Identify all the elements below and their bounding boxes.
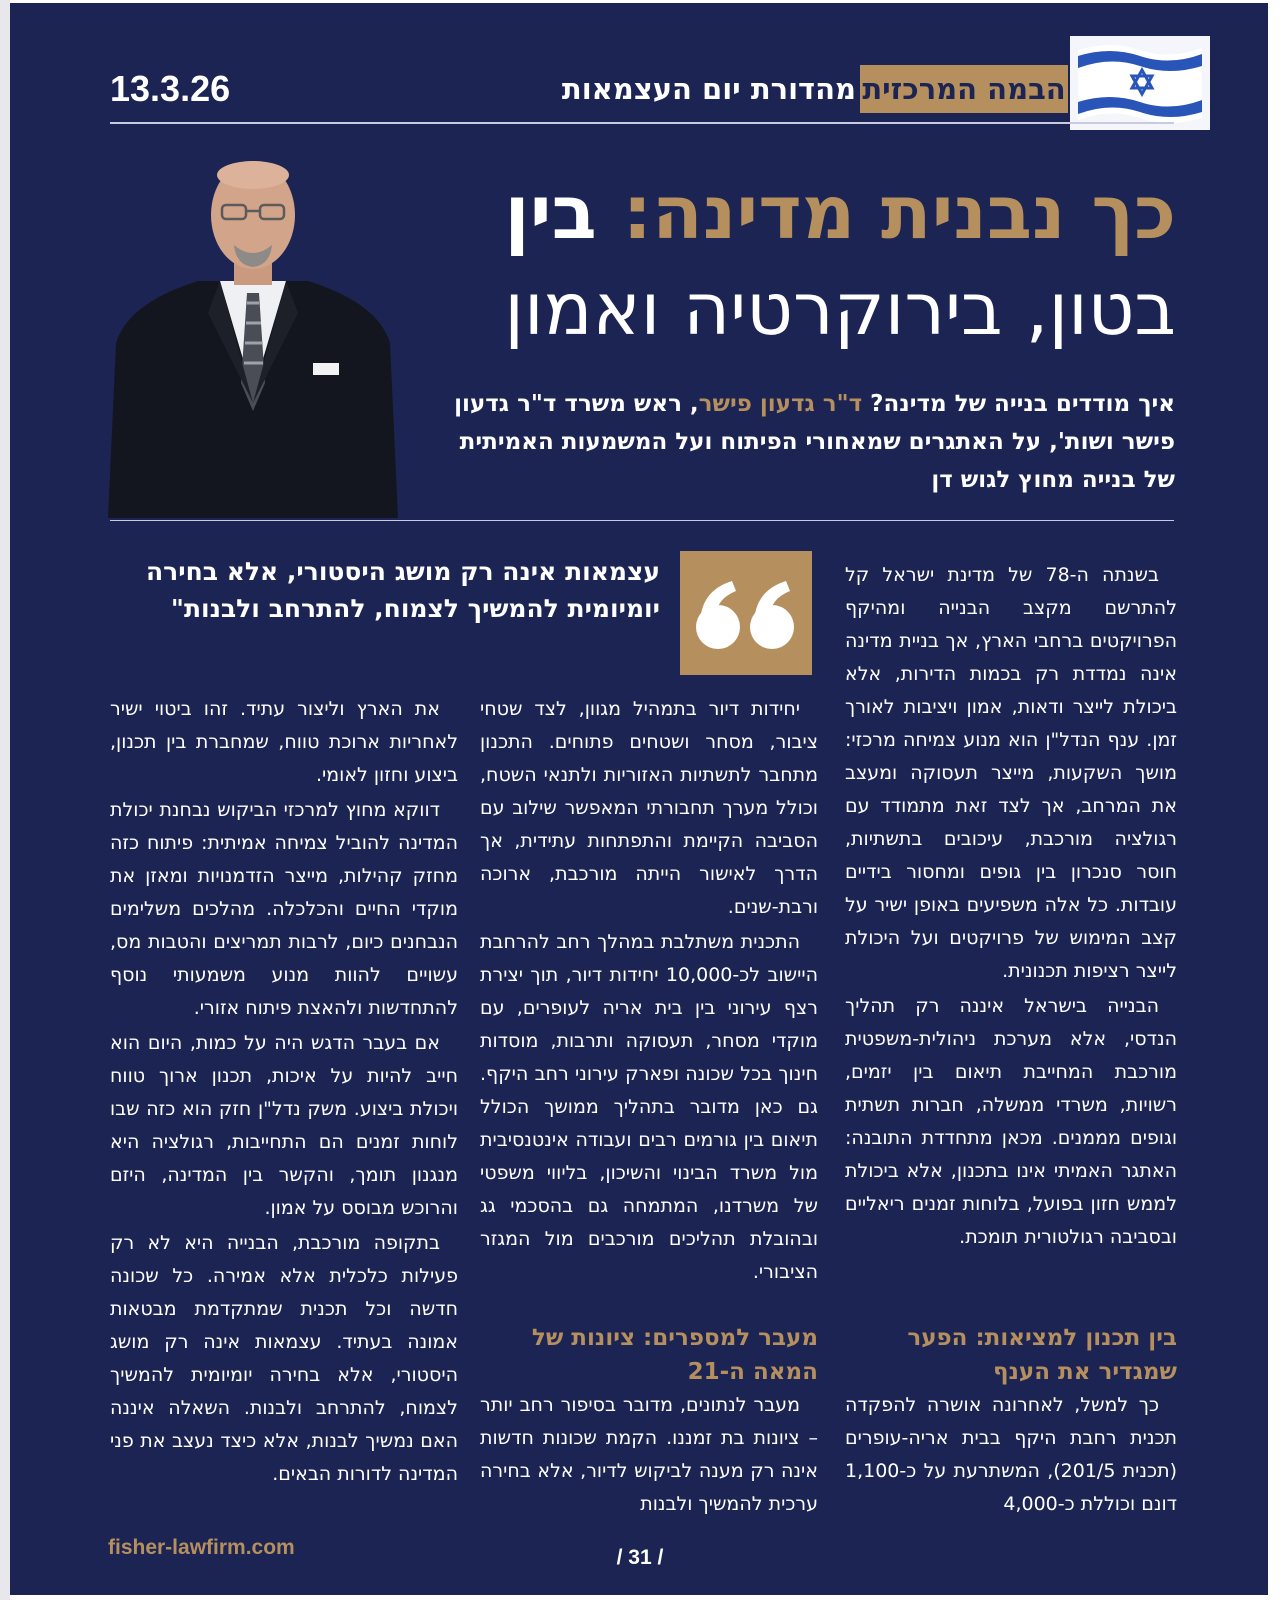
author-name: ד"ר גדעון פישר [698, 391, 863, 417]
israel-flag-icon [1070, 36, 1210, 130]
section-label: הבמה המרכזית [860, 65, 1068, 113]
paragraph: דווקא מחוץ למרכזי הביקוש נבחנת יכולת המדינה להוביל צמיחה אמיתית: פיתוח כזה מחזק קהילות, מייצר הזדמנויות ומאזן את מוקדי החיים והכלכלה. מהלכים משלימים הנבחנים כיום, לרבות תמריצים והטבות מס, עשויים להוות מנוע משמעותי נוסף להתחדשות ולהאצת פיתוח אזורי. [110, 799, 458, 1019]
pull-quote: עצמאות אינה רק מושג היסטורי, אלא בחירה יומיומית להמשיך לצמוח, להתרחב ולבנות" [145, 557, 660, 623]
column-middle-continued [480, 1389, 818, 1521]
page-edge [0, 0, 10, 1600]
page-title [370, 165, 1176, 357]
title-line-2: בטון, בירוקרטיה ואמון [504, 267, 1176, 351]
paragraph: יחידות דיור בתמהיל מגוון, לצד שטחי ציבור, מסחר ושטחים פתוחים. התכנון מתחבר לתשתיות האזוריות ולתנאי השטח, וכולל מערך תחבורתי המאפשר שילוב עם הסביבה הקיימת והתפתחות עתידית, אך הדרך לאישור הייתה מורכבת, ארוכה ורבת-שנים. [480, 698, 818, 918]
paragraph: כך למשל, לאחרונה אושרה להפקדה תכנית רחבת היקף בבית אריה-עופרים (תכנית 201/5), המשתרעת על כ-1,100 דונם וכוללת כ-4,000 [845, 1394, 1177, 1515]
column-left [110, 693, 458, 1491]
section-heading-numbers: מעבר למספרים: ציונות של המאה ה-21 [531, 1325, 818, 1385]
subtitle-divider [110, 520, 1174, 521]
page-number: / 31 / [616, 1546, 664, 1569]
subtitle-rest: , ראש משרד ד"ר גדעון פישר ושות', על האתגרים שמאחורי הפיתוח ועל המשמעות האמיתית של בנייה מחוץ לגוש דן [454, 391, 1175, 493]
paragraph: מעבר לנתונים, מדובר בסיפור רחב יותר – ציונות בת זמננו. הקמת שכונות חדשות אינה רק מענה לביקוש לדיור, אלא בחירה ערכית להמשיך ולבנות [480, 1394, 818, 1515]
column-right [845, 559, 1177, 1254]
subtitle-lead: איך מודדים בנייה של מדינה? [862, 391, 1175, 417]
title-rest: בין [504, 170, 623, 256]
paragraph: הבנייה בישראל איננה רק תהליך הנדסי, אלא מערכת ניהולית-משפטית מורכבת המחייבת תיאום בין יזמים, רשויות, משרדי ממשלה, חברות תשתית וגופים מממנים. מכאן מתחדדת התובנה: האתגר האמיתי אינו בתכנון, אלא ביכולת לממש חזון בפועל, בלוחות זמנים ריאליים ובסביבה רגולטורית תומכת. [845, 995, 1177, 1248]
header-divider [110, 122, 1174, 124]
section-heading-reality: בין תכנון למציאות: הפער שמגדיר את הענף [907, 1325, 1177, 1385]
paragraph: התכנית משתלבת במהלך רחב להרחבת היישוב לכ-10,000 יחידות דיור, תוך יצירת רצף עירוני בין בית אריה לעופרים, עם מוקדי מסחר, תעסוקה ותרבות, מוסדות חינוך בכל שכונה ופארק עירוני רחב היקף. גם כאן מדובר בתהליך ממושך הכולל תיאום בין גורמים רבים ועבודה אינטנסיבית מול משרד הבינוי והשיכון, בליווי משפטי של משרדנו, המתמחה גם בהסכמי גג ובהובלת תהליכים מורכבים מול המגזר הציבורי. [480, 931, 818, 1283]
column-middle [480, 693, 818, 1289]
paragraph: אם בעבר הדגש היה על כמות, היום הוא חייב להיות על איכות, תכנון ארוך טווח ויכולת ביצוע. משק נדל"ן חזק הוא כזה שבו לוחות זמנים הם התחייבות, רגולציה היא מנגנון תומך, והקשר בין המדינה, היזם והרוכש מבוסס על אמון. [110, 1032, 458, 1219]
paragraph: את הארץ וליצור עתיד. זהו ביטוי ישיר לאחריות ארוכת טווח, שמחברת בין תכנון, ביצוע וחזון לאומי. [110, 698, 458, 786]
title-highlight: כך נבנית מדינה: [622, 170, 1176, 256]
edition-title: מהדורת יום העצמאות [561, 72, 856, 106]
paragraph: בשנתה ה-78 של מדינת ישראל קל להתרשם מקצב הבנייה ומהיקף הפרויקטים ברחבי הארץ, אך בניית מדינה אינה נמדדת רק בכמות הדירות, אלא ביכולת לייצר ודאות, אמון ויציבות לאורך זמן. ענף הנדל"ן הוא מנוע צמיחה מרכזי: מושך השקעות, מייצר תעסוקה ומעצב את המרחב, אך לצד זאת מתמודד עם רגולציה מורכבת, עיכובים בתשתיות, חוסר סנכרון בין גופים ומחסור בידיים עובדות. כל אלה משפיעים באופן ישיר על קצב המימוש של פרויקטים ועל היכולת לייצר רציפות תכנונית. [845, 564, 1177, 982]
article-subtitle [430, 385, 1175, 499]
paragraph: בתקופה מורכבת, הבנייה היא לא רק פעילות כלכלית אלא אמירה. כל שכונה חדשה וכל תכנית שמתקדמת מבטאות אמונה בעתיד. עצמאות אינה רק מושג היסטורי, אלא בחירה יומיומית להמשיך לצמוח, להתרחב ולבנות. השאלה איננה האם נמשיך לבנות, אלא כיצד נעצב את פני המדינה לדורות הבאים. [110, 1232, 458, 1485]
title-line-1 [370, 165, 1176, 261]
author-portrait [108, 153, 398, 518]
website-link[interactable]: fisher-lawfirm.com [108, 1536, 295, 1559]
column-right-continued [845, 1389, 1177, 1521]
issue-date: 13.3.26 [110, 68, 231, 109]
quote-icon [680, 551, 812, 675]
magazine-page [10, 3, 1268, 1595]
